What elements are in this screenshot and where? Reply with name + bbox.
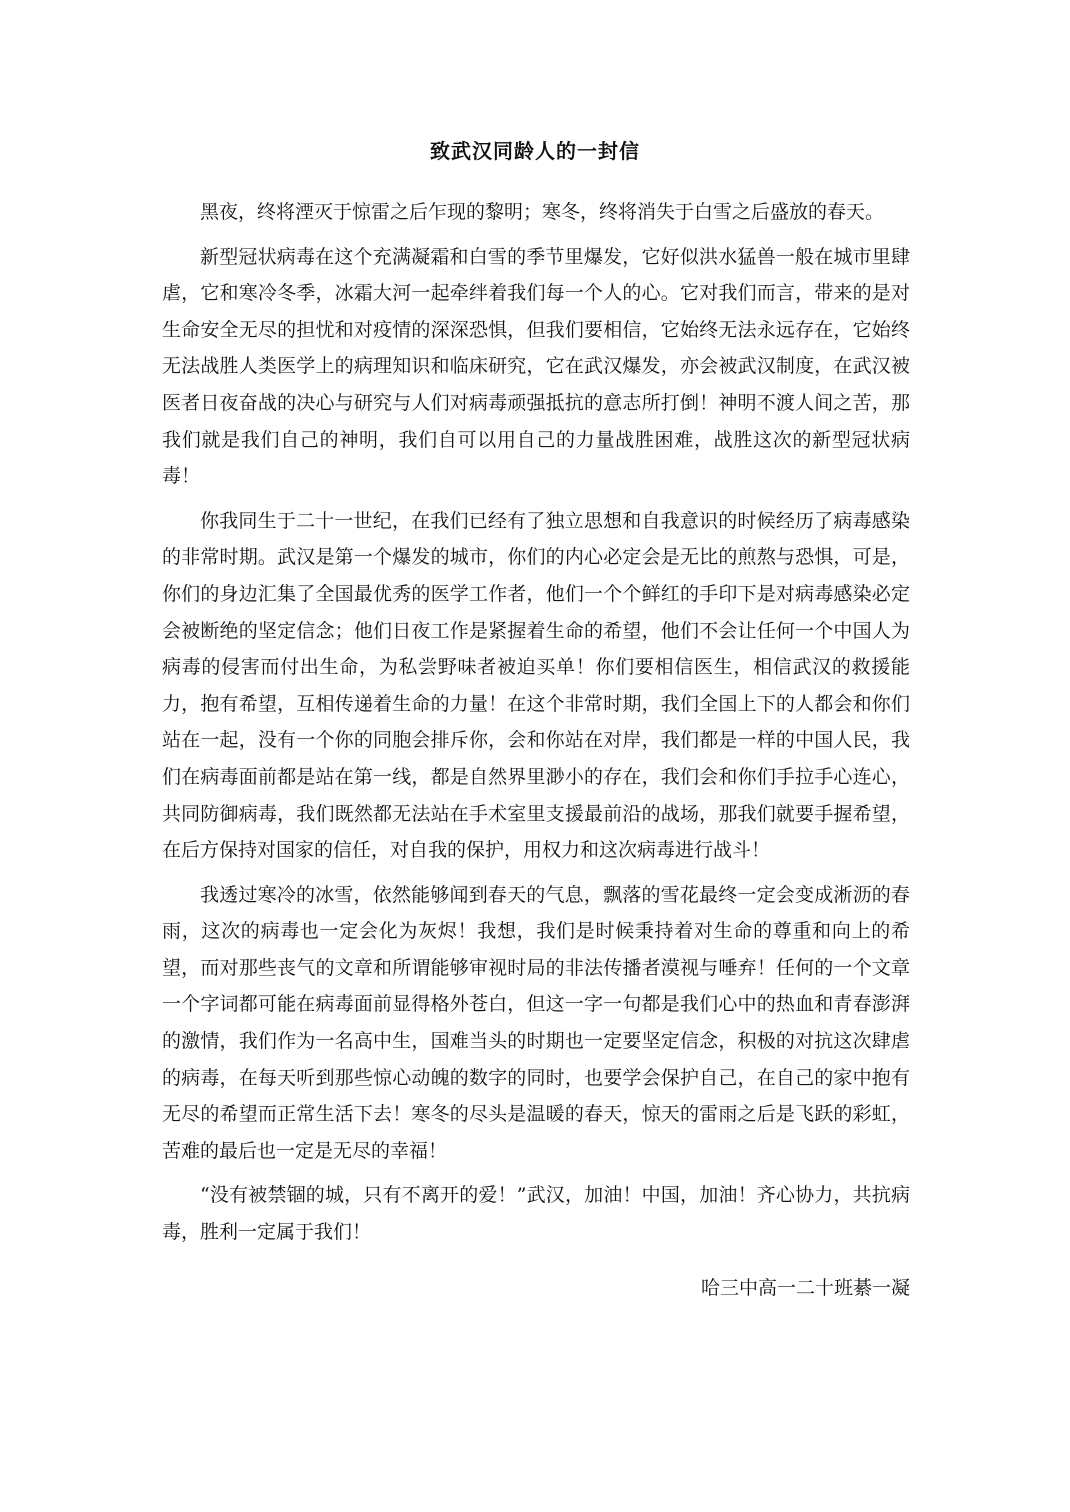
paragraph-4: 我透过寒冷的冰雪，依然能够闻到春天的气息，飘落的雪花最终一定会变成淅沥的春雨，这次的病毒也一定会化为灰烬！我想，我们是时候秉持着对生命的尊重和向上的希望，而对那些丧气的文章和所谓能够审视时局的非法传播者漠视与唾弃！任何的一个文章一个字词都可能在病毒面前显得格外苍白，但这一字一句都是我们心中的热血和青春澎湃的激情，我们作为一名高中生，国难当头的时期也一定要坚定信念，积极的对抗这次肆虐的病毒，在每天听到那些惊心动魄的数字的同时，也要学会保护自己，在自己的家中抱有无尽的希望而正常生活下去！寒冬的尽头是温暖的春天，惊天的雷雨之后是飞跃的彩虹，苦难的最后也一定是无尽的幸福！ xyxy=(162,883,910,1162)
letter-title: 致武汉同龄人的一封信 xyxy=(430,139,640,163)
paragraph-3: 你我同生于二十一世纪，在我们已经有了独立思想和自我意识的时候经历了病毒感染的非常时期。武汉是第一个爆发的城市，你们的内心必定会是无比的煎熬与恐惧，可是，你们的身边汇集了全国最优秀的医学工作者，他们一个个鲜红的手印下是对病毒感染必定会被断绝的坚定信念；他们日夜工作是紧握着生命的希望，他们不会让任何一个中国人为病毒的侵害而付出生命，为私尝野味者被迫买单！你们要相信医生，相信武汉的救援能力，抱有希望，互相传递着生命的力量！在这个非常时期，我们全国上下的人都会和你们站在一起，没有一个你的同胞会排斥你，会和你站在对岸，我们都是一样的中国人民，我们在病毒面前都是站在第一线，都是自然界里渺小的存在，我们会和你们手拉手心连心，共同防御病毒，我们既然都无法站在手术室里支援最前沿的战场，那我们就要手握希望，在后方保持对国家的信任，对自我的保护，用权力和这次病毒进行战斗！ xyxy=(162,509,910,862)
paragraph-1: 黑夜，终将湮灭于惊雷之后乍现的黎明；寒冬，终将消失于白雪之后盛放的春天。 xyxy=(200,201,885,223)
signature: 哈三中高一二十班綦一凝 xyxy=(700,1277,910,1299)
paragraph-2: 新型冠状病毒在这个充满凝霜和白雪的季节里爆发，它好似洪水猛兽一般在城市里肆虐，它和寒冷冬季，冰霜大河一起牵绊着我们每一个人的心。它对我们而言，带来的是对生命安全无尽的担忧和对疫情的深深恐惧，但我们要相信，它始终无法永远存在，它始终无法战胜人类医学上的病理知识和临床研究，它在武汉爆发，亦会被武汉制度，在武汉被医者日夜奋战的决心与研究与人们对病毒顽强抵抗的意志所打倒！神明不渡人间之苦，那我们就是我们自己的神明，我们自可以用自己的力量战胜困难，战胜这次的新型冠状病毒！ xyxy=(162,245,910,488)
letter-body xyxy=(162,194,910,1259)
paragraph-5: “没有被禁锢的城，只有不离开的爱！”武汉，加油！中国，加油！齐心协力，共抗病毒，胜利一定属于我们！ xyxy=(162,1184,910,1244)
